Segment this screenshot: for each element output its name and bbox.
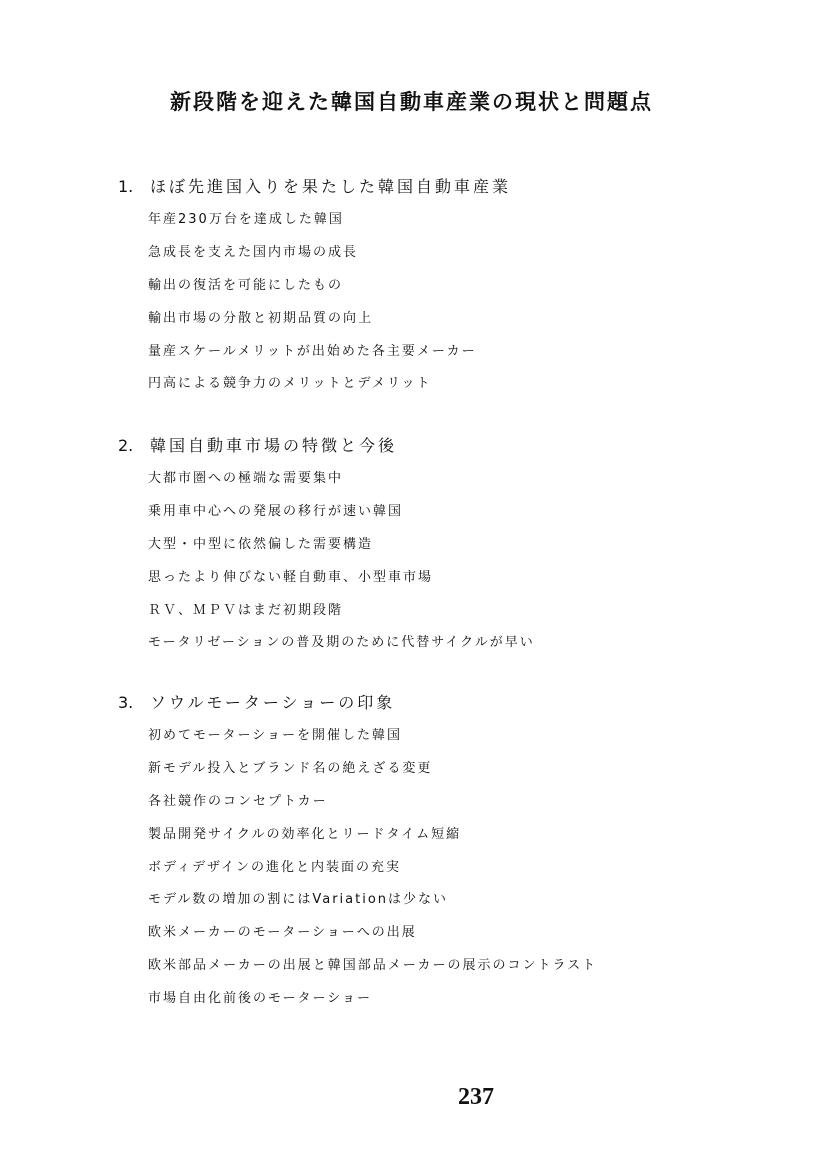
section-item-list [118,204,511,401]
list-item: モデル数の増加の割にはVariationは少ない [148,892,449,908]
list-item: 市場自由化前後のモーターショー [148,991,372,1007]
list-item: 大都市圏への極端な需要集中 [148,471,344,486]
list-item: 新モデル投入とブランド名の絶えざる変更 [148,760,433,776]
list-item: 初めてモーターショーを開催した韓国 [148,728,402,743]
section-heading [118,686,597,720]
list-item: 円高による競争力のメリットとデメリット [148,376,432,392]
section-1 [118,170,511,401]
section-3 [118,686,597,1016]
section-heading [118,170,511,204]
list-item: 欧米メーカーのモーターショーへの出展 [148,925,417,941]
page-number: 237 [458,1084,494,1110]
section-title: ソウルモーターショーの印象 [150,693,396,712]
list-item: 急成長を支えた国内市場の成長 [148,244,359,260]
section-title: 韓国自動車市場の特徴と今後 [150,436,398,455]
list-item: 欧米部品メーカーの出展と韓国部品メーカーの展示のコントラスト [148,958,598,974]
section-title: ほぼ先進国入りを果たした韓国自動車産業 [150,177,512,196]
section-heading [118,429,535,463]
list-item: 年産230万台を達成した韓国 [148,212,344,227]
section-number: 1. [118,177,134,196]
list-item: 思ったより伸びない軽自動車、小型車市場 [148,569,434,585]
section-item-list [118,463,535,660]
list-item: 量産スケールメリットが出始めた各主要メーカー [148,343,477,359]
list-item: 乗用車中心への発展の移行が速い韓国 [148,503,404,519]
list-item: ボディデザインの進化と内装面の充実 [148,859,402,875]
section-number: 2. [118,436,134,455]
section-number: 3. [118,693,134,712]
section-item-list [118,720,597,1016]
list-item: 各社競作のコンセプトカー [148,793,328,809]
list-item: 輸出市場の分散と初期品質の向上 [148,310,374,326]
list-item: 輸出の復活を可能にしたもの [148,277,344,293]
page-title: 新段階を迎えた韓国自動車産業の現状と問題点 [170,90,653,114]
list-item: 製品開発サイクルの効率化とリードタイム短縮 [148,826,462,842]
section-2 [118,429,535,660]
list-item: 大型・中型に依然偏した需要構造 [148,536,374,552]
list-item: モータリゼーションの普及期のために代替サイクルが早い [148,635,535,651]
list-item: ＲＶ、ＭＰＶはまだ初期段階 [148,602,344,618]
